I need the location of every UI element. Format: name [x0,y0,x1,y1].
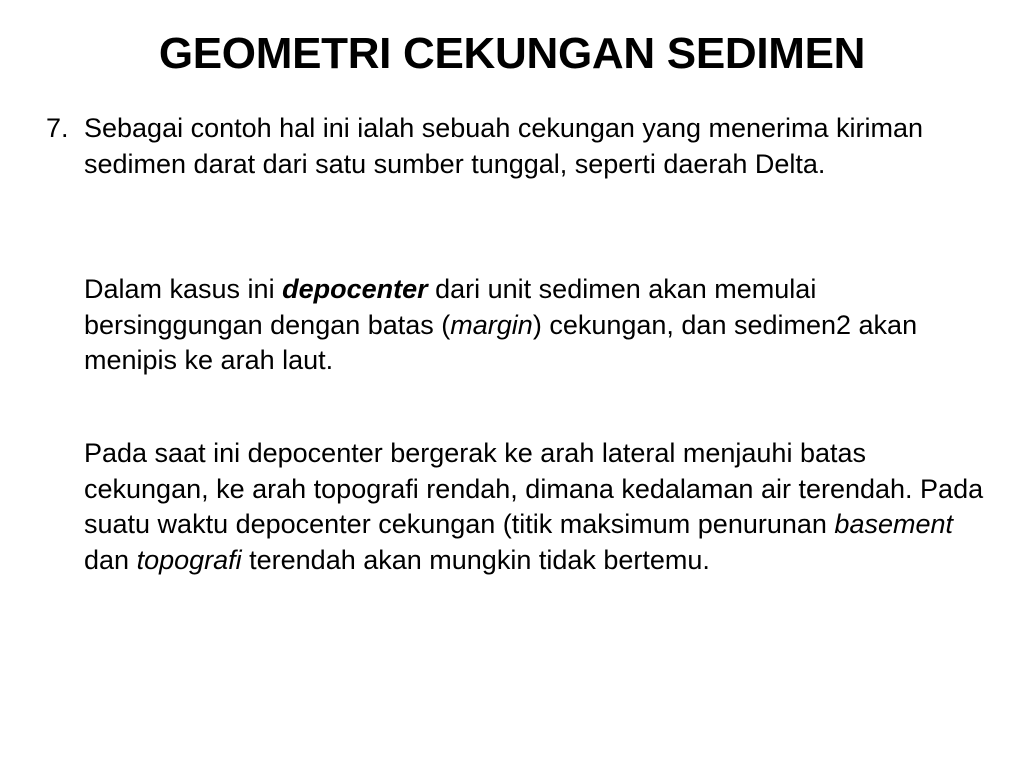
slide-title: GEOMETRI CEKUNGAN SEDIMEN [158,29,866,78]
point-number: 7. [46,113,69,143]
paragraph-3-text-1: Pada saat ini depocenter bergerak ke arah lateral menjauhi batas cekungan, ke arah topografi rendah, dimana kedalaman air terendah. Pada suatu waktu depocenter cekungan (titik maksimum penurunan [84,438,984,539]
margin-term: margin [450,309,533,340]
paragraph-3-text-2: dan [84,544,137,575]
paragraph-3 [84,436,996,578]
paragraph-1: Sebagai contoh hal ini ialah sebuah cekungan yang menerima kiriman sedimen darat dari satu sumber tunggal, seperti daerah Delta. [84,113,924,179]
paragraph-2 [84,272,996,379]
topografi-term: topografi [136,544,242,575]
paragraph-2-text-3: ) cekungan, dan sedimen2 akan menipis ke arah laut. [84,309,918,375]
paragraph-2-text-1: Dalam kasus ini [84,274,283,304]
paragraph-3-text-3: terendah akan mungkin tidak bertemu. [241,544,710,575]
basement-term: basement [834,509,953,539]
paragraph-2-text-2: dari unit sedimen akan memulai bersinggungan dengan batas ( [84,274,817,340]
depocenter-term: depocenter [282,274,428,304]
